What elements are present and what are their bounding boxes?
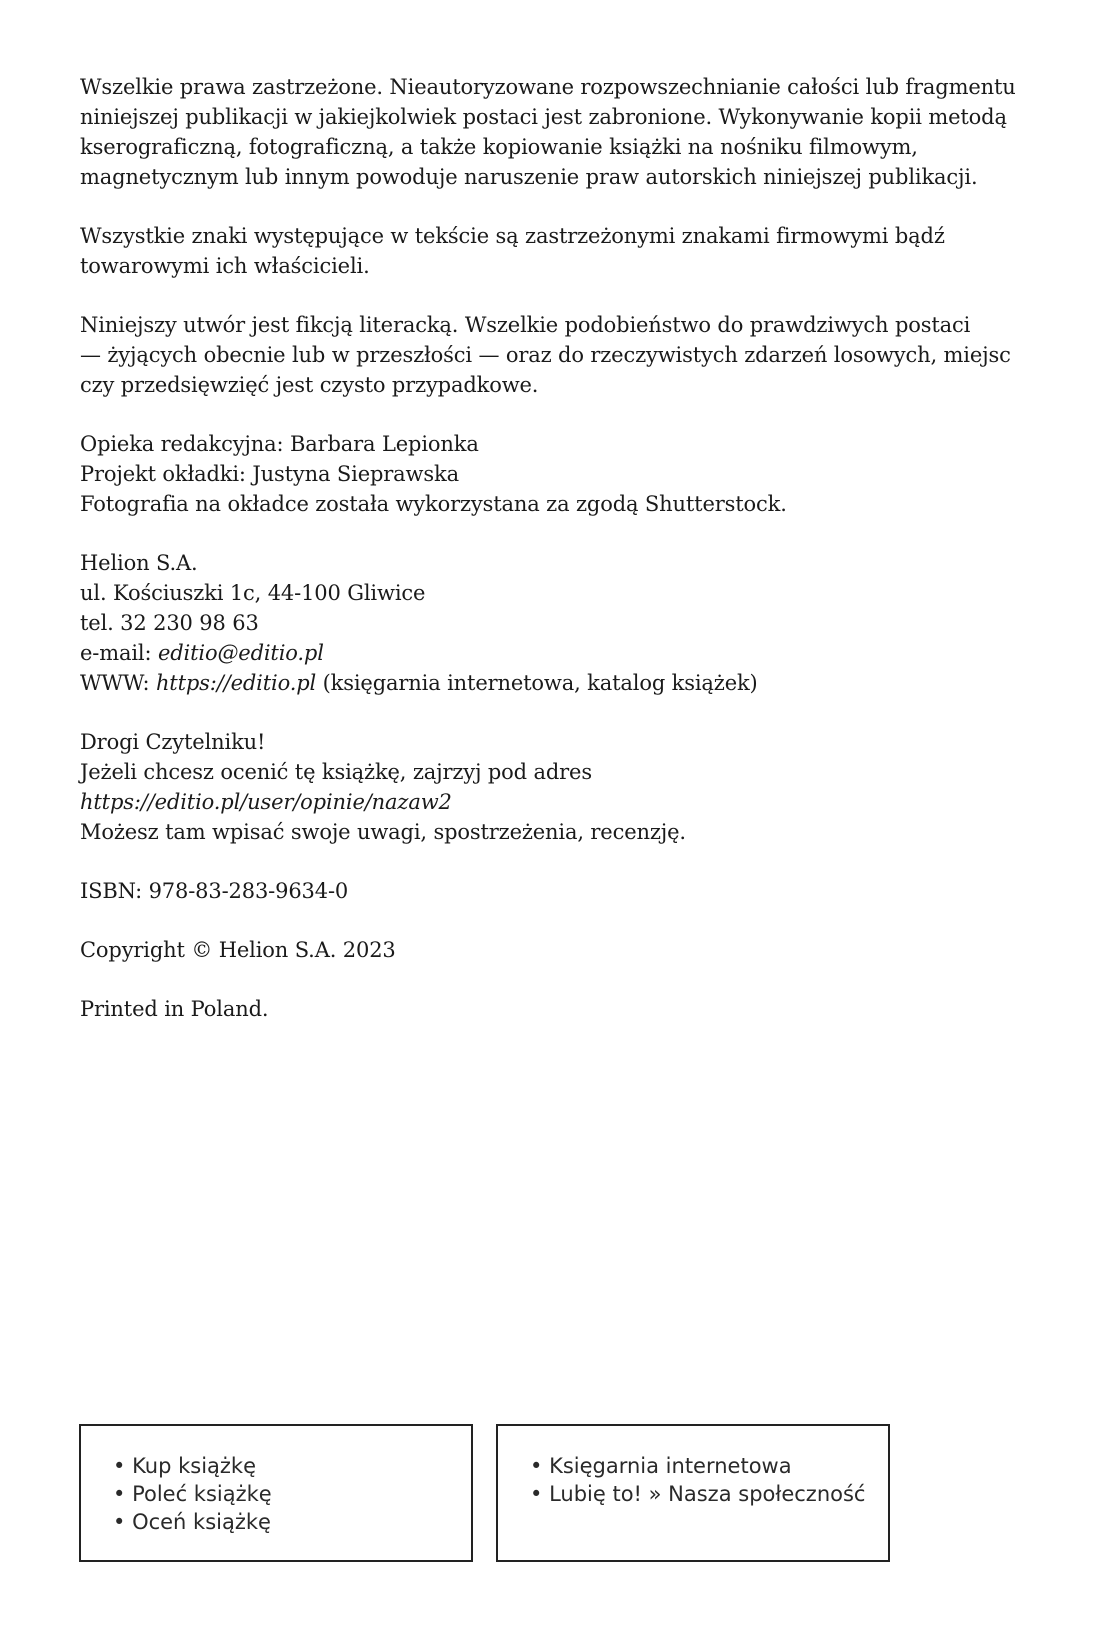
credits-paragraph xyxy=(80,429,1020,519)
www-label: WWW: xyxy=(80,671,156,695)
printed-paragraph xyxy=(80,994,1020,1024)
rate-book-link[interactable]: • Oceń książkę xyxy=(113,1508,471,1536)
community-link[interactable]: • Lubię to! » Nasza społeczność xyxy=(530,1480,888,1508)
rights-paragraph xyxy=(80,72,1020,192)
store-links-box xyxy=(496,1424,890,1562)
copyright-notice: Copyright © Helion S.A. 2023 xyxy=(80,938,396,962)
reader-prompt: Jeżeli chcesz ocenić tę książkę, zajrzyj pod adres xyxy=(80,760,592,784)
fiction-line: Niniejszy utwór jest fikcją literacką. Wszelkie podobieństwo do prawdziwych postaci xyxy=(80,313,971,337)
rights-line: magnetycznym lub innym powoduje naruszenie praw autorskich niniejszej publikacji. xyxy=(80,165,978,189)
publisher-www-line xyxy=(80,668,1020,698)
rights-line: kserograficzną, fotograficzną, a także kopiowanie książki na nośniku filmowym, xyxy=(80,135,918,159)
reader-hint: Możesz tam wpisać swoje uwagi, spostrzeżenia, recenzję. xyxy=(80,820,686,844)
fiction-line: czy przedsięwzięć jest czysto przypadkowe. xyxy=(80,373,539,397)
isbn-paragraph xyxy=(80,876,1020,906)
copyright-paragraph xyxy=(80,935,1020,965)
reader-note xyxy=(80,727,1020,847)
publisher-info xyxy=(80,548,1020,698)
www-link[interactable]: https://editio.pl xyxy=(155,671,317,695)
publisher-email-line xyxy=(80,638,1020,668)
rights-line: niniejszej publikacji w jakiejkolwiek postaci jest zabronione. Wykonywanie kopii metodą xyxy=(80,105,1007,129)
publisher-phone: tel. 32 230 98 63 xyxy=(80,611,259,635)
store-links-list xyxy=(498,1426,888,1508)
editor-credit: Opieka redakcyjna: Barbara Lepionka xyxy=(80,432,479,456)
photo-credit: Fotografia na okładce została wykorzystana za zgodą Shutterstock. xyxy=(80,492,787,516)
publisher-address: ul. Kościuszki 1c, 44-100 Gliwice xyxy=(80,581,426,605)
trademarks-line: towarowymi ich właścicieli. xyxy=(80,254,370,278)
publisher-name: Helion S.A. xyxy=(80,551,198,575)
fiction-paragraph xyxy=(80,310,1020,400)
printed-in: Printed in Poland. xyxy=(80,997,269,1021)
cover-credit: Projekt okładki: Justyna Sieprawska xyxy=(80,462,459,486)
rights-line: Wszelkie prawa zastrzeżone. Nieautoryzowane rozpowszechnianie całości lub fragmentu xyxy=(80,75,1016,99)
recommend-book-link[interactable]: • Poleć książkę xyxy=(113,1480,471,1508)
review-link[interactable]: https://editio.pl/user/opinie/nazaw2 xyxy=(80,790,452,814)
online-bookstore-link[interactable]: • Księgarnia internetowa xyxy=(530,1452,888,1480)
www-note: (księgarnia internetowa, katalog książek) xyxy=(316,671,758,695)
copyright-page xyxy=(80,72,1020,1053)
trademarks-line: Wszystkie znaki występujące w tekście są zastrzeżonymi znakami firmowymi bądź xyxy=(80,224,945,248)
book-actions-list xyxy=(81,1426,471,1536)
buy-book-link[interactable]: • Kup książkę xyxy=(113,1452,471,1480)
fiction-line: — żyjących obecnie lub w przeszłości — oraz do rzeczywistych zdarzeń losowych, miejsc xyxy=(80,343,1011,367)
book-actions-box xyxy=(79,1424,473,1562)
email-link[interactable]: editio@editio.pl xyxy=(157,641,324,665)
reader-greeting: Drogi Czytelniku! xyxy=(80,730,266,754)
trademarks-paragraph xyxy=(80,221,1020,281)
isbn: ISBN: 978-83-283-9634-0 xyxy=(80,879,349,903)
email-label: e-mail: xyxy=(80,641,158,665)
